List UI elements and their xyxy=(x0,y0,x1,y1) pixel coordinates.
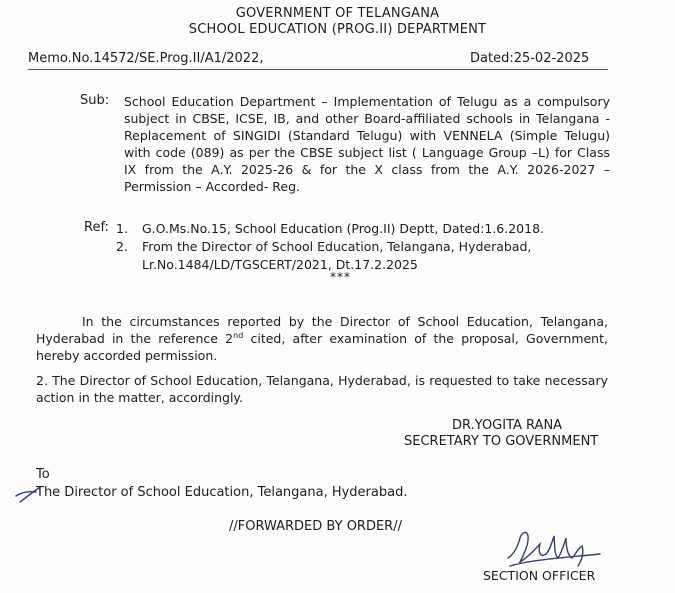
recipient-address: The Director of School Education, Telangana, Hyderabad. xyxy=(36,485,408,500)
memo-number: Memo.No.14572/SE.Prog.II/A1/2022, xyxy=(28,51,264,66)
reference-item xyxy=(116,238,616,274)
subject-label: Sub: xyxy=(80,93,110,108)
reference-text: From the Director of School Education, Telangana, Hyderabad, Lr.No.1484/LD/TGSCERT/2021, Dt.17.2.2025 xyxy=(142,239,532,272)
memo-date: Dated:25-02-2025 xyxy=(470,51,590,66)
reference-item xyxy=(116,220,616,238)
memo-underline xyxy=(28,69,608,70)
body-paragraph-1 xyxy=(36,313,608,364)
recipient-label: To xyxy=(36,467,50,482)
section-separator: *** xyxy=(330,270,351,284)
handwritten-signature-icon xyxy=(500,524,610,574)
header-government: GOVERNMENT OF TELANGANA xyxy=(235,6,440,21)
signatory-name: DR.YOGITA RANA xyxy=(452,418,563,433)
section-officer-title: SECTION OFFICER xyxy=(483,568,596,583)
reference-number: 1. xyxy=(116,221,128,236)
body-paragraph-2: 2. The Director of School Education, Telangana, Hyderabad, is requested to take necessary action in the matter, accordingly. xyxy=(36,373,608,405)
reference-label: Ref: xyxy=(84,220,109,235)
body-paragraph-1-end: cited, after examination of the proposal, Government, hereby accorded permission. xyxy=(36,331,608,363)
body-paragraph-1-start: In the circumstances reported by the Director of School Education, Telangana, Hyderabad in the reference 2 xyxy=(36,314,608,346)
subject-text: School Education Department – Implementation of Telugu as a compulsory subject in CBSE, ICSE, IB, and other Board-affiliated schools in Telangana - Replacement of SINGIDI (Standard Telugu) with VENNELA (Simple Telugu) with code (089) as per the CBSE subject list ( Language Group –L) for Class IX from the A.Y. 2025-26 & for the X class from the A.Y. 2026-2027 – Permission – Accorded- Reg. xyxy=(124,94,610,194)
signatory-title: SECRETARY TO GOVERNMENT xyxy=(404,434,599,449)
reference-number: 2. xyxy=(116,239,128,254)
forwarded-by-order: //FORWARDED BY ORDER// xyxy=(229,519,402,534)
reference-text: G.O.Ms.No.15, School Education (Prog.II) Deptt, Dated:1.6.2018. xyxy=(142,221,545,236)
ordinal-suffix: nd xyxy=(233,331,244,340)
header-department: SCHOOL EDUCATION (PROG.II) DEPARTMENT xyxy=(188,22,487,37)
reference-list xyxy=(116,220,616,274)
